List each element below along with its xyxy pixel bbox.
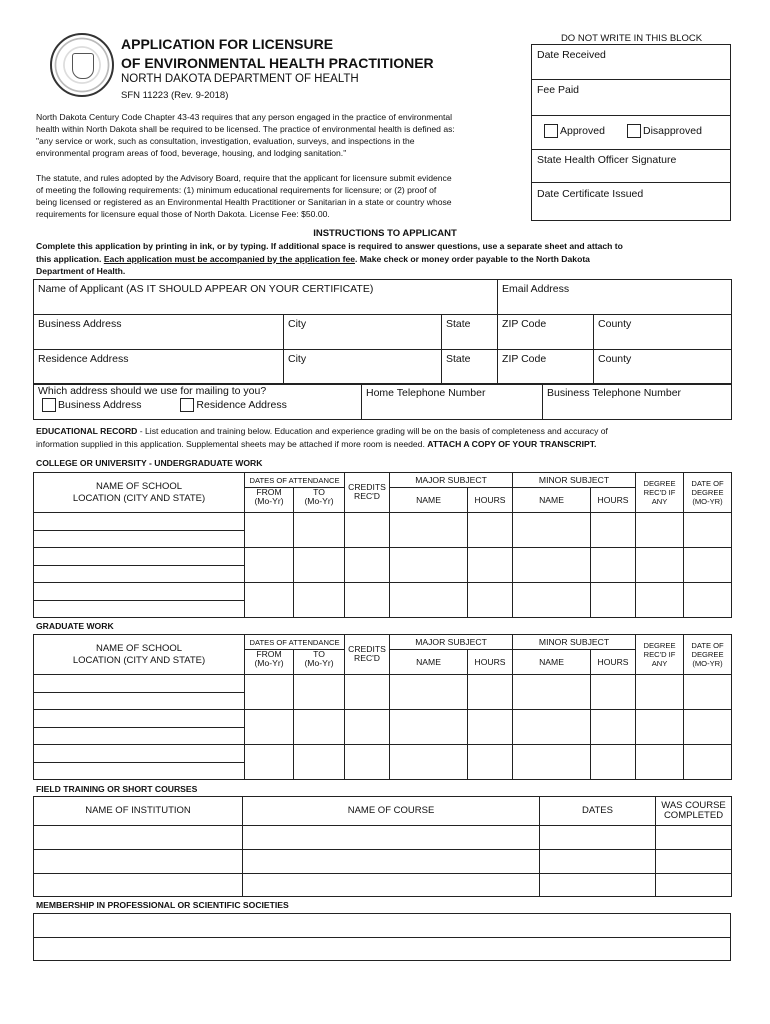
graduate-degree-field[interactable] [636,745,684,780]
graduate-minor-name-field[interactable] [513,745,591,780]
dates-column-header: DATES OF ATTENDANCE [245,473,345,488]
educational-record-text: EDUCATIONAL RECORD - List education and training below. Education and experience grading will be on the basis of completeness and accuracy of information supplied in this application. Supplemental sheets may be attached if more room is needed. ATTACH A COPY OF YOUR TRANSCRIPT. [36,426,608,449]
graduate-major-hours-field[interactable] [468,675,513,710]
graduate-to-field[interactable] [294,710,345,745]
institution-column-header: NAME OF INSTITUTION [34,797,243,826]
undergrad-location-field[interactable] [34,601,245,618]
graduate-from-field[interactable] [245,710,294,745]
undergrad-minor-hours-field[interactable] [591,548,636,583]
email-field[interactable]: Email Address [498,280,732,315]
graduate-from-field[interactable] [245,745,294,780]
graduate-location-field[interactable] [34,728,245,745]
undergrad-minor-name-field[interactable] [513,583,591,618]
undergrad-to-field[interactable] [294,548,345,583]
graduate-location-field[interactable] [34,763,245,780]
form-number: SFN 11223 (Rev. 9-2018) [121,90,229,101]
undergrad-to-field[interactable] [294,513,345,548]
undergrad-to-field[interactable] [294,583,345,618]
fee-paid-label: Fee Paid [537,84,580,96]
minor-column-header: MINOR SUBJECT [513,635,636,650]
office-use-block [531,44,731,221]
degree-column-header: DEGREE REC'D IF ANY [636,473,684,513]
undergrad-minor-hours-field[interactable] [591,583,636,618]
undergrad-major-hours-field[interactable] [468,513,513,548]
graduate-school-field[interactable] [34,710,245,728]
business-city-field[interactable]: City [284,315,442,350]
graduate-location-field[interactable] [34,693,245,710]
disapproved-checkbox[interactable] [627,124,641,138]
completed-field[interactable] [656,826,732,850]
approved-checkbox[interactable] [544,124,558,138]
graduate-major-hours-field[interactable] [468,745,513,780]
form-title-line2: OF ENVIRONMENTAL HEALTH PRACTITIONER [121,55,434,71]
graduate-from-field[interactable] [245,675,294,710]
intro-paragraph-2: The statute, and rules adopted by the Advisory Board, require that the applicant for licensure submit evidence of meeting the following requirements: (1) minimum educational requirements for licensure; or (2) proof of being licensed or registered as an Environmental Health Practitioner or Sanitarian in a state or country whose requirements for licensure equal those of North Dakota. License Fee: $50.00. [36,173,452,219]
major-name-header: NAME [390,650,468,675]
undergrad-heading: COLLEGE OR UNIVERSITY - UNDERGRADUATE WORK [36,458,263,468]
completed-field[interactable] [656,874,732,897]
mailing-question: Which address should we use for mailing to you? [38,385,267,397]
field-training-heading: FIELD TRAINING OR SHORT COURSES [36,784,198,794]
disapproved-option[interactable]: Disapproved [627,124,702,138]
instructions-text: Complete this application by printing in ink, or by typing. If additional space is required to answer questions, use a separate sheet and attach to this application. Each application must be accompanied by the application fee. Make check or money order payable to the North Dakota Department of Health. [36,241,623,276]
mailing-preference-cell [34,384,362,420]
school-column-header: NAME OF SCHOOL LOCATION (CITY AND STATE) [34,473,245,513]
minor-hours-header: HOURS [591,650,636,675]
approved-option[interactable]: Approved [544,124,605,138]
undergrad-minor-name-field[interactable] [513,513,591,548]
major-column-header: MAJOR SUBJECT [390,635,513,650]
graduate-minor-hours-field[interactable] [591,745,636,780]
membership-field[interactable] [34,938,731,961]
minor-name-header: NAME [513,650,591,675]
credits-column-header: CREDITS REC'D [345,635,390,675]
date-received-label: Date Received [537,49,606,61]
graduate-degree-date-field[interactable] [684,675,732,710]
residence-address-field[interactable]: Residence Address [34,350,284,385]
undergrad-school-field[interactable] [34,513,245,531]
residence-city-field[interactable]: City [284,350,442,385]
graduate-credits-field[interactable] [345,675,390,710]
graduate-heading: GRADUATE WORK [36,621,114,631]
undergrad-major-name-field[interactable] [390,548,468,583]
office-block-heading: DO NOT WRITE IN THIS BLOCK [560,33,703,44]
signature-label: State Health Officer Signature [537,154,677,166]
date-of-degree-column-header: DATE OF DEGREE (MO-YR) [684,473,732,513]
minor-column-header: MINOR SUBJECT [513,473,636,488]
business-county-field[interactable]: County [594,315,732,350]
intro-paragraph-1: North Dakota Century Code Chapter 43-43 requires that any person engaged in the practice of environmental health within North Dakota shall be required to be licensed. The practice of environmental health is defined as: "any service or work, such as consultation, investigation, evaluation, surveys, and inspections in the environmental program areas of food, beverage, housing, and lodging sanitation." [36,112,455,158]
major-column-header: MAJOR SUBJECT [390,473,513,488]
graduate-degree-field[interactable] [636,675,684,710]
dates-field[interactable] [540,850,656,874]
dates-field[interactable] [540,874,656,897]
undergrad-school-field[interactable] [34,583,245,601]
instructions-title: INSTRUCTIONS TO APPLICANT [313,228,457,239]
undergrad-credits-field[interactable] [345,548,390,583]
graduate-minor-name-field[interactable] [513,675,591,710]
date-of-degree-column-header: DATE OF DEGREE (MO-YR) [684,635,732,675]
undergrad-from-field[interactable] [245,583,294,618]
graduate-major-name-field[interactable] [390,745,468,780]
dates-column-header: DATES [540,797,656,826]
undergrad-table [33,472,732,618]
dates-field[interactable] [540,826,656,850]
undergrad-from-field[interactable] [245,513,294,548]
business-address-field[interactable]: Business Address [34,315,284,350]
undergrad-major-hours-field[interactable] [468,548,513,583]
department-name: NORTH DAKOTA DEPARTMENT OF HEALTH [121,73,359,85]
completed-column-header: WAS COURSE COMPLETED [656,797,732,826]
major-hours-header: HOURS [468,488,513,513]
graduate-major-name-field[interactable] [390,710,468,745]
undergrad-school-field[interactable] [34,548,245,566]
business-phone-field[interactable]: Business Telephone Number [543,384,732,420]
form-title-line1: APPLICATION FOR LICENSURE [121,36,334,52]
applicant-name-field[interactable]: Name of Applicant (AS IT SHOULD APPEAR ON YOUR CERTIFICATE) [34,280,498,315]
from-column-header: FROM (Mo-Yr) [245,650,294,675]
membership-field[interactable] [34,914,731,938]
undergrad-location-field[interactable] [34,566,245,583]
minor-hours-header: HOURS [591,488,636,513]
membership-heading: MEMBERSHIP IN PROFESSIONAL OR SCIENTIFIC SOCIETIES [36,900,289,910]
graduate-minor-name-field[interactable] [513,710,591,745]
undergrad-degree-field[interactable] [636,513,684,548]
graduate-degree-field[interactable] [636,710,684,745]
course-field[interactable] [243,850,540,874]
mailing-phone-table [33,383,732,420]
major-hours-header: HOURS [468,650,513,675]
applicant-info-table [33,279,732,385]
to-column-header: TO (Mo-Yr) [294,650,345,675]
state-seal-icon [50,33,114,97]
course-field[interactable] [243,874,540,897]
completed-field[interactable] [656,850,732,874]
business-zip-field[interactable]: ZIP Code [498,315,594,350]
date-issued-label: Date Certificate Issued [537,188,644,200]
to-column-header: TO (Mo-Yr) [294,488,345,513]
undergrad-credits-field[interactable] [345,583,390,618]
course-field[interactable] [243,826,540,850]
graduate-credits-field[interactable] [345,710,390,745]
graduate-degree-date-field[interactable] [684,745,732,780]
major-name-header: NAME [390,488,468,513]
undergrad-degree-field[interactable] [636,583,684,618]
undergrad-degree-date-field[interactable] [684,513,732,548]
graduate-table [33,634,732,780]
degree-column-header: DEGREE REC'D IF ANY [636,635,684,675]
undergrad-major-name-field[interactable] [390,513,468,548]
residence-zip-field[interactable]: ZIP Code [498,350,594,385]
undergrad-credits-field[interactable] [345,513,390,548]
field-training-table [33,796,732,897]
institution-field[interactable] [34,874,243,897]
undergrad-degree-field[interactable] [636,548,684,583]
residence-state-field[interactable]: State [442,350,498,385]
institution-field[interactable] [34,850,243,874]
undergrad-location-field[interactable] [34,531,245,548]
graduate-major-hours-field[interactable] [468,710,513,745]
credits-column-header: CREDITS REC'D [345,473,390,513]
undergrad-degree-date-field[interactable] [684,583,732,618]
undergrad-major-name-field[interactable] [390,583,468,618]
undergrad-from-field[interactable] [245,548,294,583]
graduate-school-field[interactable] [34,675,245,693]
graduate-school-field[interactable] [34,745,245,763]
mail-residence-option[interactable]: Residence Address [180,399,286,411]
residence-county-field[interactable]: County [594,350,732,385]
from-column-header: FROM (Mo-Yr) [245,488,294,513]
graduate-minor-hours-field[interactable] [591,675,636,710]
mail-business-checkbox[interactable] [42,398,56,412]
minor-name-header: NAME [513,488,591,513]
graduate-to-field[interactable] [294,675,345,710]
mail-business-option[interactable]: Business Address [42,399,141,411]
graduate-minor-hours-field[interactable] [591,710,636,745]
dates-column-header: DATES OF ATTENDANCE [245,635,345,650]
undergrad-major-hours-field[interactable] [468,583,513,618]
graduate-to-field[interactable] [294,745,345,780]
mail-residence-checkbox[interactable] [180,398,194,412]
graduate-degree-date-field[interactable] [684,710,732,745]
business-state-field[interactable]: State [442,315,498,350]
institution-field[interactable] [34,826,243,850]
home-phone-field[interactable]: Home Telephone Number [362,384,543,420]
undergrad-minor-hours-field[interactable] [591,513,636,548]
undergrad-degree-date-field[interactable] [684,548,732,583]
school-column-header: NAME OF SCHOOL LOCATION (CITY AND STATE) [34,635,245,675]
membership-table [33,913,731,961]
course-column-header: NAME OF COURSE [243,797,540,826]
graduate-credits-field[interactable] [345,745,390,780]
graduate-major-name-field[interactable] [390,675,468,710]
undergrad-minor-name-field[interactable] [513,548,591,583]
